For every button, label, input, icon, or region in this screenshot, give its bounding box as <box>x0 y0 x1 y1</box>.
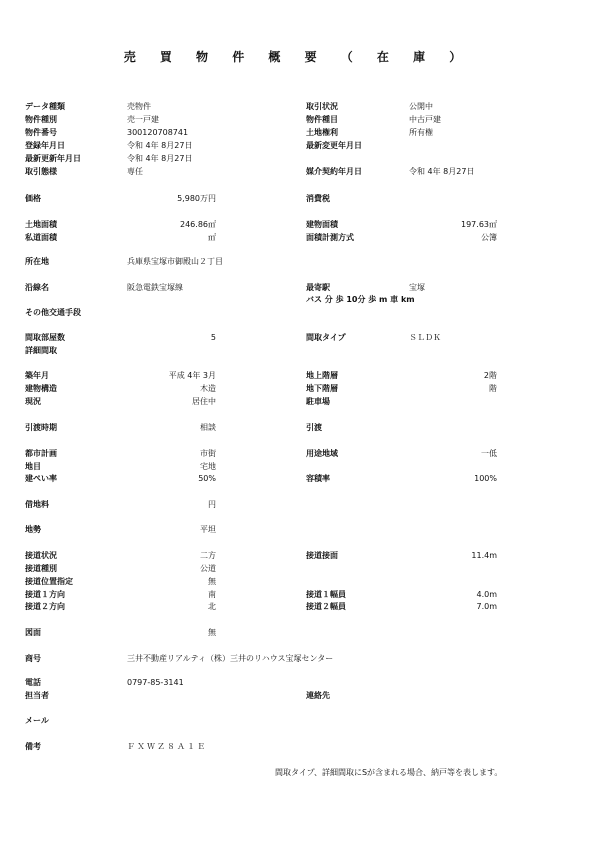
road-front-label: 接道接面 <box>306 551 338 560</box>
deal-type-label: 取引態様 <box>25 167 57 176</box>
terrain-value: 平坦 <box>200 525 216 534</box>
price-value: 5,980万円 <box>177 194 216 203</box>
access-row: バス 分 歩 10分 歩 m 車 km <box>306 295 415 304</box>
land-right-value: 所有権 <box>409 128 433 137</box>
far-label: 容積率 <box>306 474 330 483</box>
structure-value: 木造 <box>200 384 216 393</box>
status-label: 現況 <box>25 397 41 406</box>
reg-date-label: 登録年月日 <box>25 141 65 150</box>
phone-label: 電話 <box>25 678 41 687</box>
road1-width-value: 4.0m <box>476 590 497 599</box>
area-method-label: 面積計測方式 <box>306 233 354 242</box>
station-label: 最寄駅 <box>306 283 330 292</box>
data-type-label: データ種類 <box>25 102 65 111</box>
last-change-label: 最新変更年月日 <box>306 141 362 150</box>
road1-width-label: 接道１幅員 <box>306 590 346 599</box>
company-value: 三井不動産リアルティ（株）三井のリハウス宝塚センター <box>127 654 334 663</box>
road2-width-label: 接道２幅員 <box>306 602 346 611</box>
layout-type-value: ＳＬＤＫ <box>409 333 441 342</box>
contract-date-label: 媒介契約年月日 <box>306 167 362 176</box>
far-value: 100% <box>474 474 497 483</box>
property-type-label: 物件種別 <box>25 115 57 124</box>
coverage-label: 建ぺい率 <box>25 474 57 483</box>
trade-status-label: 取引状況 <box>306 102 338 111</box>
parking-label: 駐車場 <box>306 397 330 406</box>
land-category-value: 宅地 <box>200 462 216 471</box>
location-label: 所在地 <box>25 257 49 266</box>
road-position-value: 無 <box>208 577 216 586</box>
zoning-label: 用途地域 <box>306 449 338 458</box>
footnote: 間取タイプ、詳細間取にSが含まれる場合、納戸等を表します。 <box>275 768 503 777</box>
property-item-label: 物件種目 <box>306 115 338 124</box>
property-item-value: 中古戸建 <box>409 115 441 124</box>
reg-date-value: 令和 4年 8月27日 <box>127 141 193 150</box>
location-value: 兵庫県宝塚市御殿山２丁目 <box>127 257 223 266</box>
line-value: 阪急電鉄宝塚線 <box>127 283 183 292</box>
land-area-label: 土地面積 <box>25 220 57 229</box>
built-label: 築年月 <box>25 371 49 380</box>
road1-direction-label: 接道１方向 <box>25 590 65 599</box>
road-status-label: 接道状況 <box>25 551 57 560</box>
price-label: 価格 <box>25 194 41 203</box>
rooms-value: 5 <box>210 333 216 342</box>
road-position-label: 接道位置指定 <box>25 577 73 586</box>
land-category-label: 地目 <box>25 462 41 471</box>
line-label: 沿線名 <box>25 283 49 292</box>
deal-type-value: 専任 <box>127 167 143 176</box>
contact-label: 連絡先 <box>306 691 330 700</box>
contract-date-value: 令和 4年 8月27日 <box>409 167 475 176</box>
detail-layout-label: 詳細間取 <box>25 346 57 355</box>
handover-time-label: 引渡時期 <box>25 423 57 432</box>
terrain-label: 地勢 <box>25 525 41 534</box>
page-title: 売 買 物 件 概 要 （ 在 庫 ） <box>123 50 472 64</box>
built-value: 平成 4年 3月 <box>168 371 216 380</box>
property-type-value: 売一戸建 <box>127 115 159 124</box>
person-label: 担当者 <box>25 691 49 700</box>
property-no-label: 物件番号 <box>25 128 57 137</box>
remarks-label: 備考 <box>25 742 41 751</box>
floorplan-label: 図面 <box>25 628 41 637</box>
city-plan-value: 市街 <box>200 449 216 458</box>
floors-above-label: 地上階層 <box>306 371 338 380</box>
remarks-value: ＦＸＷＺ８Ａ１Ｅ <box>127 742 207 751</box>
last-update-label: 最新更新年月日 <box>25 154 81 163</box>
floorplan-value: 無 <box>208 628 216 637</box>
land-area-value: 246.86㎡ <box>180 220 216 229</box>
tax-label: 消費税 <box>306 194 330 203</box>
last-update-value: 令和 4年 8月27日 <box>127 154 193 163</box>
road2-direction-label: 接道２方向 <box>25 602 65 611</box>
company-label: 商号 <box>25 654 41 663</box>
handover-time-value: 相談 <box>200 423 216 432</box>
road2-direction-value: 北 <box>208 602 216 611</box>
area-method-value: 公簿 <box>481 233 497 242</box>
road-type-label: 接道種別 <box>25 564 57 573</box>
structure-label: 建物構造 <box>25 384 57 393</box>
other-transport-label: その他交通手段 <box>25 308 81 317</box>
floors-below-value: 階 <box>489 384 497 393</box>
phone-value: 0797-85-3141 <box>127 678 184 687</box>
road2-width-value: 7.0m <box>476 602 497 611</box>
road-front-value: 11.4m <box>471 551 497 560</box>
zoning-value: 一低 <box>481 449 497 458</box>
handover-label: 引渡 <box>306 423 322 432</box>
road-status-value: 二方 <box>200 551 216 560</box>
floors-below-label: 地下階層 <box>306 384 338 393</box>
rooms-label: 間取部屋数 <box>25 333 65 342</box>
building-area-value: 197.63㎡ <box>461 220 497 229</box>
status-value: 居住中 <box>192 397 216 406</box>
lease-label: 借地料 <box>25 500 49 509</box>
layout-type-label: 間取タイプ <box>306 333 346 342</box>
building-area-label: 建物面積 <box>306 220 338 229</box>
road1-direction-value: 南 <box>208 590 216 599</box>
data-type-value: 売物件 <box>127 102 151 111</box>
property-no-value: 300120708741 <box>127 128 189 137</box>
coverage-value: 50% <box>198 474 216 483</box>
private-road-label: 私道面積 <box>25 233 57 242</box>
mail-label: メール <box>25 716 49 725</box>
land-right-label: 土地権利 <box>306 128 338 137</box>
floors-above-value: 2階 <box>483 371 497 380</box>
lease-value: 円 <box>208 500 216 509</box>
private-road-value: ㎡ <box>208 233 216 242</box>
city-plan-label: 都市計画 <box>25 449 57 458</box>
trade-status-value: 公開中 <box>409 102 433 111</box>
station-value: 宝塚 <box>409 283 425 292</box>
road-type-value: 公道 <box>200 564 216 573</box>
